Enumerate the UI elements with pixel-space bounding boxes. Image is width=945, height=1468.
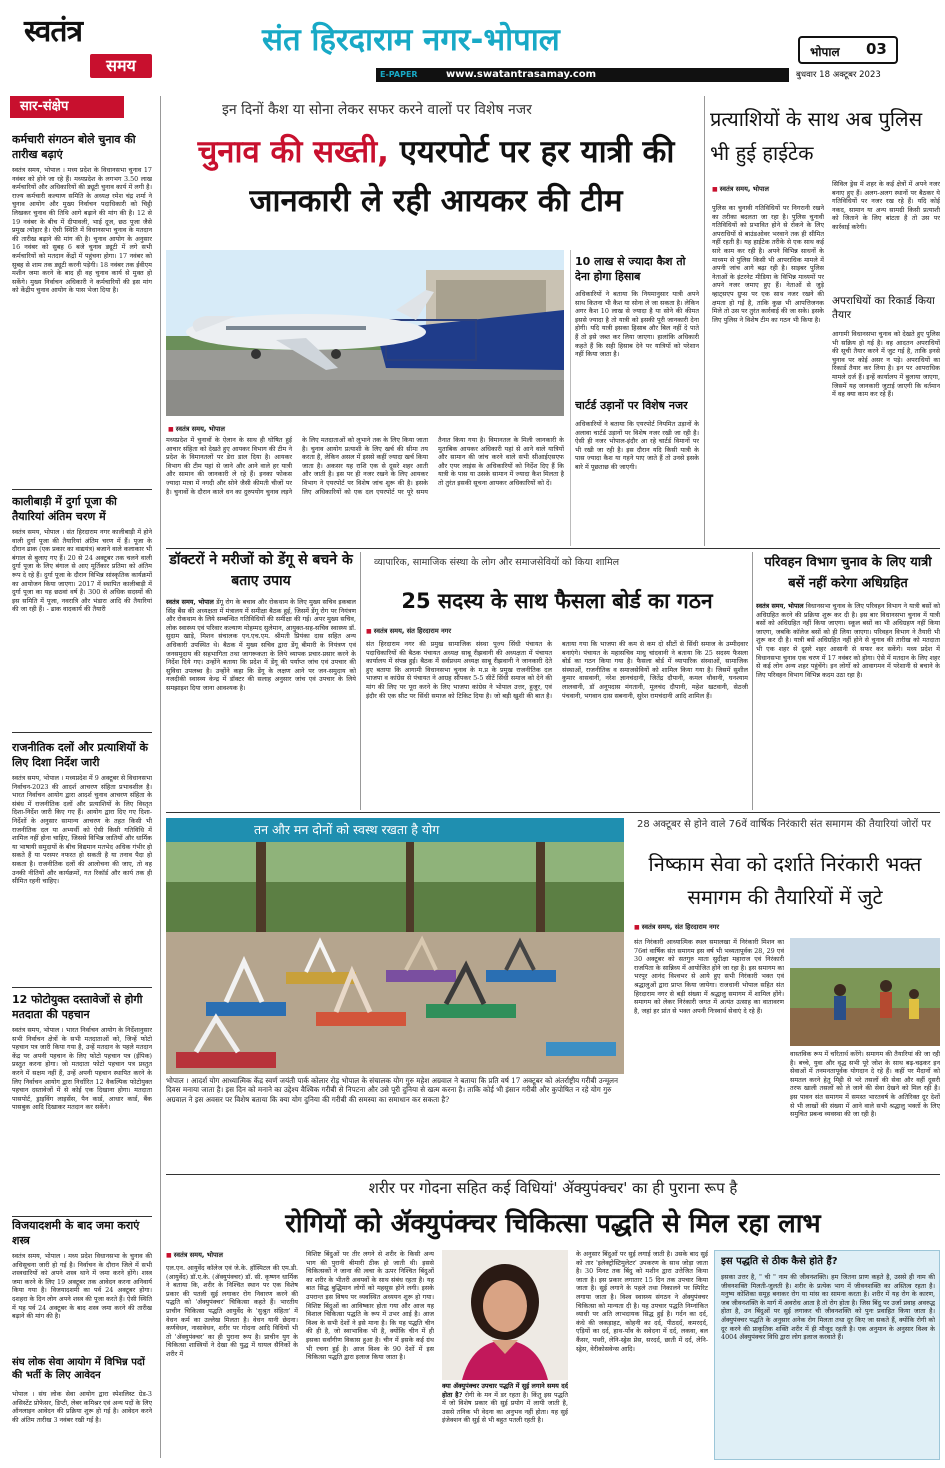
lead-body: मध्यप्रदेश में चुनावों के ऐलान के साथ ही घोषित हुई आचार संहिता को देखते हुए आयकर विभाग की टीम ने प्रदेश के विमानतलों पर डेरा डाल दिया है। आयकर विभाग की टीम यहां से जाने और आने वाले हर यात्री और सामान की जानकारी ले रहे हैं। इनका फोकस ज्यादा मात्रा में नगदी और सोने जैसी कीमती चीजों पर है। चुनावों के दौरान काले धन का दुरुपयोग चुनाव लड़ने के लिए मतदाताओं को लुभाने तक के लिए किया जाता है। चुनाव आयोग प्रत्याशी के लिए खर्च की सीमा तय करता है, लेकिन असल में इससे कहीं ज्यादा खर्च किया जाता है। अकसर यह राशि एक से दूसरे शहर आती और जाती है। इस पर ही नजर रखने के लिए आयकर विभाग ने एयरपोर्ट पर विशेष जांच शुरू की है। इसके लिए अधिकारियों को एक दल एयरपोर्ट पर पूरे समय तैनात किया गया है। विमानतल के मिली जानकारी के मुताबिक आयकर अधिकारी यहां से आने वाले यात्रियों और सामान की जांच करने वाले सभी सीआईएसएफ और एयर लाइंस के अधिकारियों को निर्देश दिए हैं कि यात्री के पास या उसके सामान में ज्यादा कैश मिलता है तो तुरंत इसकी सूचना आयकर अधिकारियों को दें। xyxy=(166,436,564,496)
dengue-byline: स्वतंत्र समय, भोपाल xyxy=(166,598,214,606)
cash-box-body: अधिकारियों ने बताया कि नियमानुसार यात्री अपने साथ कितना भी कैश या सोना ले जा सकता है। लेकिन अगर कैश 10 लाख से ज्यादा है या सोने की कीमत इससे ज्यादा है तो यात्री को इसकी पूरी जानकारी देना होगी। यदि यात्री इसका हिसाब और बिल नहीं दे पाते हैं तो इसे जब्त कर लिया जाएगा। हालांकि अधिकारी कहते हैं कि सही हिसाब देने पर यात्रियों को परेशान नहीं किया जाता है। xyxy=(575,290,699,359)
board-body: संत हिरदाराम नगर की प्रमुख सामाजिक संस्था पूज्य सिंधी पंचायत के पदाधिकारियों की बैठक पंचायत अध्यक्ष साबू रीझवानी की अध्यक्षता में पंचायत कार्यालय में संपन्न हुई। बैठक में सर्वप्रथम अध्यक्ष साबू रीझवानी ने जानकारी देते हुए बताया कि आगामी विधानसभा चुनाव के म.प्र के प्रमुख राजनीतिक दल भाजपा व कांग्रेस से पंचायत ने आग्रह सौंपकर 5-5 सीटें सिंधी समाज को देने की मांग की लिए पर पूरा करने के लिए भाजपा कांग्रेस ने भोपाल उत्तर, हुजूर, एवं इंदौर की एक सीट पर सिंधी समाज को टिकिट दिया है। जो बड़ी खुशी की बात है। बताया गया कि भाजपा की कम से कम दो सीटों से सिंधी समाज के उम्मीदवार बनाएंगे। पंचायत के महासचिव माधु चांदवानी ने बताया कि 25 सदस्य फैसला बोर्ड का गठन किया गया है। फैसला बोर्ड में व्यापारिक संस्थाओं, सामाजिक संस्थाओं, राजनीतिक व समाजसेवियों को शामिल किया गया है। जिसमें सुशील कुमार वासवानी, नरेश ज्ञानचंदानी, जितेंद्र दौपानी, कमल थौवानी, घनश्याम लालवानी, डॉ अनूपदास मंगतानी, मूलचंद दौपानी, महेश खटवानी, सेठजी पंचवानी, भगवान दास सबनानी, सुरेश रामचंदानी आदि शामिल हैं। xyxy=(366,640,748,700)
transport-body xyxy=(756,602,940,810)
doctor-caption-title: क्या ॲक्युपंक्चर उपचार पद्धति में सुई लगाने समय दर्द होता है? xyxy=(442,1382,568,1399)
sidebar-item-title[interactable]: राजनीतिक दलों और प्रत्याशियों के लिए दिशा निर्देश जारी xyxy=(12,741,148,769)
sidebar-item-title[interactable]: कालीबाड़ी में दुर्गा पूजा की तैयारियां अंतिम चरण में xyxy=(12,495,117,523)
board-kicker: व्यापारिक, सामाजिक संस्था के लोग और समाजसेवियों को किया शामिल xyxy=(374,557,620,568)
lead-byline: ■ स्वतंत्र समय, भोपाल xyxy=(168,424,308,433)
sidebar xyxy=(8,94,156,1459)
board-headline[interactable]: 25 सदस्य के साथ फैसला बोर्ड का गठन xyxy=(401,589,713,613)
logo[interactable] xyxy=(22,14,162,84)
divider xyxy=(12,489,152,490)
yoga-photo xyxy=(166,842,624,1074)
lead-headline-rest: एयरपोर्ट पर हर यात्री की जानकारी ले रही आयकर की टीम xyxy=(249,134,675,219)
column-divider xyxy=(360,552,361,810)
acupuncture-col2: विशिष्ट बिंदुओं पर तीर लगने से शरीर के किसी अन्य भाग की पुरानी बीमारी ठीक हो जाती थी। इससे चिकित्सकों ने जाना की त्वचा के ऊपर निश्चित बिंदुओं का शरीर के भीतरी अवयवों के साथ संबंध रहता है। यह बात सिद्ध बुद्धिमान लोगों को महसूस होने लगी। इसके उपरान्त इस विषय पर व्यवस्थित अध्ययन शुरू हो गया। विशिष्ट बिंदुओं का आविष्कार होता गया और आज यह विशाल चिकित्सा पद्धति के रूप में उभर आई है। आज विश्व के सभी देशों ने इसे माना है। कि यह पद्धति चीन की ही है, जो स्वाभाविक भी है, क्योंकि चीन में ही इसका सर्वांगीण विकास हुआ है। चीन में इसके कई ग्रंथ भी रचना हुई है। आज विश्व के 90 देशों में इस चिकित्सा पद्धति द्वारा इलाज किया जाता है। xyxy=(306,1250,434,1362)
divider xyxy=(12,1216,152,1217)
sidebar-item-body: स्वतंत्र समय, भोपाल । मध्य प्रदेश के विधानसभा चुनाव 17 नवंबर को होने जा रहे हैं। मध्यप्रदेश के लगभग 3.50 लाख कर्मचारियों और अधिकारियों की ड्यूटी चुनाव कार्य में लगी है। राज्य कर्मचारी कल्याण समिति के अध्यक्ष रमेश चंद्र शर्मा ने चुनाव आयोग और मुख्य निर्वाचन पदाधिकारी को चिट्ठी लिखकर चुनाव की तिथि आगे बढ़ाने की मांग की है। 12 से 19 नवंबर के बीच में दीपावली, भाई दूज, छठ पूजा जैसे प्रमुख त्योहार है। ऐसी स्थिति में विधानसभा चुनाव के मतदान की तारीख बढ़ाने की मांग की है। चुनाव आयोग के अनुसार 16 नवंबर को सुबह 6 बजे चुनाव ड्यूटी में लगे सभी कर्मचारियों को मतदान केंद्रों में पहुंचना होगा। 17 नवंबर को सुबह से शाम तक ड्यूटी करनी पड़ेगी। 18 नवंबर तक ईवीएम मशीन जमा करने के बाद ही वह चुनाव कार्य से मुक्त हो सकेंगे। मुख्य निर्वाचन अधिकारी ने कर्मचारियों की इस मांग को केंद्रीय चुनाव आयोग के पास भेजा दिया है। xyxy=(12,166,152,295)
sidebar-item-body: भोपाल । संघ लोक सेवा आयोग द्वारा स्पेशलिस्ट ग्रेड-3 असिस्टेंट प्रोफेसर, डिप्टी, लेबर कमिश्नर एवं अन्य पदों के लिए ऑनलाइन आवेदन की प्रक्रिया शुरू हो गई है। आवेदन करने की अंतिम तारीख 3 नवंबर रखी गई है। xyxy=(12,1390,152,1424)
section-divider xyxy=(166,812,940,813)
doctor-caption-body: रोगी के मन में डर रहता है। किंतु इस पद्धति में जो विशेष प्रकार की सुई प्रयोग में लायी जाती है, उससे तनिक भी वेदना का अनुभव नहीं होता। यह सुई इंजेक्शन की सुई से भी बहुत पतली रहती है। xyxy=(442,1390,568,1425)
divider xyxy=(12,732,152,733)
acupuncture-col4: के अनुसार बिंदुओं पर सुई लगाई जाती है। उसके बाद सुई को तार 'इलेक्ट्रोस्टिमुलेटर' उपकरण के साथ जोड़ा जाता है। 30 मिनट तक बिंदु को मशीन द्वारा उत्तेजित किया जाता है। इस प्रकार लगातार 15 दिन तक उपचार किया जाता है। सुई लगाने के पहले तथा निकालने पर स्पिरिट लगाया जाता है। विश्व स्वास्थ्य संगठन ने ॲक्युपंक्चर चिकित्सा को मान्यता दी है। यह उपचार पद्धति निम्नांकित व्याधी पर अति लाभदायक सिद्ध हुई है। गर्दन का दर्द, कंधे की जकड़ाहट, कोहनी का दर्द, पीठदर्द, कमरदर्द, एड़ियों का दर्द, हाथ-पाँव के सवेदना में दर्द, लकवा, बल कैंसर, पथरी, लेनि-स्ड्रेस प्रेस, सरदर्द, छाती में दर्द, लेनि-स्ड्रेस, वेरीकोसवेन्स आदि। xyxy=(576,1250,708,1353)
nirankari-body2: वास्तविक रूप में चरितार्थ करेंगे। समागम की तैयारियां की जा रही है। बच्चे, युवा और वृद्ध सभी पूरे जोश के साथ बढ़-चढ़कर इन सेवाओं में तनमनतापूर्वक योगदान दे रहे हैं। कहीं पर मैदानों को समतल करने हेतु मिट्टी से भरे तसलों की सेवा और वहीं दूसरी तरफ खाली तसलों को ले जाने की सेवा देखने को मिल रही है। इस पावन संत समागम में समस्त भारतवर्ष के अतिरिक्त दूर देशों से भी लाखों की संख्या में आने वाले सभी श्रद्धालु भक्तों के लिए समुचित प्रबन्ध व्यवस्था की जा रही है। xyxy=(790,1050,940,1119)
charter-box-title: चार्टर्ड उड़ानों पर विशेष नजर xyxy=(575,399,688,412)
divider xyxy=(12,987,152,988)
sidebar-item-body: स्वतंत्र समय, भोपाल । मध्य प्रदेश विधानसभा के चुनाव की अधिसूचना जारी हो गई है। निर्वाचन के दौरान जिले में सभी शस्त्रधारियों को अपने शस्त्र थाने में जमा करने होंगे। शस्त्र जमा करने के लिए 19 अक्टूबर तक आवेदन करना अनिवार्य किया गया है। विजयादशमी का पर्व 24 अक्टूबर होगा। दशहरा के दिन लोग अपने शस्त्र की पूजा करते हैं। ऐसी स्थिति में यह पर्व 24 अक्टूबर के बाद शस्त्र जमा करने की तारीख बढ़ाने की मांग की है। xyxy=(12,1252,152,1321)
edition-title: संत हिरदाराम नगर-भोपाल xyxy=(262,22,560,58)
website-link[interactable]: www.swatantrasamay.com xyxy=(446,69,597,80)
acupuncture-col1: एल.एन. आयुर्वेद कॉलेज एवं जे.के. हॉस्पिटल की एम.डी. (आयुर्वेद) डॉ.ए.के. (ॲक्युपंक्चर) डॉ. सी. कृष्णन धार्मिक ने बताया कि, शरीर के निश्चित स्थान पर एक विशेष प्रकार की पतली सुई लगाकर रोग निवारण करने की पद्धति को 'ॲक्युपंक्चर' चिकित्सा कहते हैं। भारतीय प्राचीन चिकित्सा पद्धति आयुर्वेद के 'सुश्रुत संहिता' में वेधन कर्म का उल्लेख मिलता है। वेधन यानी छेदना। कर्णवेधन, नासावेधन, शरीर पर गोदना आदि विधियों भी तो 'ॲक्युपंक्चर' का ही पुराना रूप है। प्राचीन युग के चिकित्सा शास्त्रियों ने देखा की युद्ध में घायल सैनिकों के शरीर में xyxy=(166,1264,298,1358)
nirankari-body: संत निरंकारी आध्यात्मिक स्थल समालखा में निरंकारी मिशन का 76वां वार्षिक संत समागम इस वर्ष भी भव्यतापूर्वक 28, 29 एवं 30 अक्टूबर को सतगुरु माता सुदीक्षा महाराज एवं निरंकारी राजपिता के सान्निध्य में आयोजित होने जा रहा है। इस समागम का भरपूर आनंद विश्वभर से आये हुए सभी निरंकारी भक्त एवं श्रद्धालुओं द्वारा प्राप्त किया जायेगा। राजधानी भोपाल सहित संत हिरदाराम नगर से बड़ी संख्या में श्रद्धालु समागम में शामिल होंगे। समागम को लेकर निरंकारी जगत में अत्यंत उत्साह का वातावरण है, जहां हर प्रांत से भक्त अपनी निःस्वार्थ सेवाएं दे रहे हैं। xyxy=(634,938,784,1015)
epaper-label: E-PAPER xyxy=(380,70,418,79)
doctor-photo xyxy=(442,1250,568,1380)
sidebar-item-title[interactable]: कर्मचारी संगठन बोले चुनाव की तारीख बढ़ाएं xyxy=(12,133,136,161)
section-divider xyxy=(166,548,940,549)
right-top-body2: सिविल ड्रेस में शहर के कई क्षेत्रों में अपने नजर बनाए हुए हैं। अलग-अलग स्थानों पर बैठकर ये गतिविधियों पर नजर रख रहे हैं। यदि कोई नकद, सामान या अन्य सामग्री किसी प्रत्याशी को जिताने के लिए बांटता है तो उस पर कार्रवाई करेगी। xyxy=(832,180,940,231)
nirankari-byline: ■ स्वतंत्र समय, संत हिरदाराम नगर xyxy=(634,922,854,931)
acupuncture-byline: ■ स्वतंत्र समय, भोपाल xyxy=(166,1250,286,1259)
acupuncture-box-title: इस पद्धति से ठीक कैसे होते हैं? xyxy=(721,1256,838,1267)
sidebar-item-body: स्वतंत्र समय, भोपाल । संत हिरदाराम नगर कालीबाड़ी में होने वाली दुर्गा पूजा की तैयारियां अंतिम चरण में हैं। पूजा के दौरान ढाक (एक प्रकार का वाद्ययंत्र) बजाने वाले कलाकार भी बंगाल से बुलाए गए हैं। 20 से 24 अक्टूबर तक चलने वाली दुर्गा पूजा के लिए बंगाल से आए मूर्तिकार प्रतिमा को अंतिम रूप दे रहे हैं। दुर्गा पूजा के दौरान विभिन्न सांस्कृतिक कार्यक्रमों का आयोजन किया जाएगा। 2017 में स्थापित कालीबाड़ी में दुर्गा पूजा का यह छठवां वर्ष है। 300 से अधिक सदस्यों की इस समिति में पूजा, नवरात्रि और भंडारा आदि की तैयारियां की जा रही हैं। - ढाक वादकार्य की तैयारी xyxy=(12,528,152,614)
page-box xyxy=(798,36,898,64)
airport-photo xyxy=(166,250,564,416)
sidebar-header xyxy=(10,96,124,118)
acupuncture-kicker: शरीर पर गोदना सहित कई विधियां' ॲक्युपंक्चर' का ही पुराना रूप है xyxy=(368,1179,738,1197)
yoga-banner xyxy=(166,818,624,842)
transport-body-text: विधानसभा चुनाव के लिए परिवहन विभाग ने यात्री बसों को अधिग्रहित करने की प्रक्रिया शुरू कर दी है। इस बार विधानसभा चुनाव में यात्री बसों को अधिग्रहित नहीं किया जाएगा। स्कूल बसों का भी अधिग्रहण नहीं किया जाएगा, जबकि कॉलेज बसों को ही लिया जाएगा। परिवहन विभाग ने तैयारी भी शुरू कर दी है। यात्री बसें अधिग्रहित नहीं होने से चुनाव की तारीख को मतदाता भी एक शहर से दूसरे शहर आसानी से सफर कर सकेंगे। मध्य प्रदेश में विधानसभा चुनाव एक चरण में 17 नवंबर को होगा। ऐसे में मतदान के लिए शहर से कई लोग अन्य शहर पहुंचेंगे। इन लोगों को आवागमन में परेशानी से बचाने के लिए परिवहन विभाग विभिन्न कदम उठा रहा है। xyxy=(756,602,940,679)
lead-side-box xyxy=(570,250,698,546)
nirankari-headline[interactable]: निष्काम सेवा को दर्शाते निरंकारी भक्त समागम की तैयारियों में जुटे xyxy=(648,852,922,909)
transport-headline[interactable]: परिवहन विभाग चुनाव के लिए यात्री बसें नहीं करेगा अधिग्रहित xyxy=(764,555,932,591)
column-divider xyxy=(752,552,753,810)
acupuncture-headline[interactable]: रोगियों को ॲक्युपंक्चर चिकित्सा पद्धति से मिल रहा लाभ xyxy=(285,1209,821,1239)
nirankari-photo xyxy=(790,938,940,1046)
section-divider xyxy=(166,1174,940,1175)
right-top-headline[interactable]: प्रत्याशियों के साथ अब पुलिस भी हुई हाईटेक xyxy=(710,107,923,165)
right-top-subhead: अपराधियों का रिकार्ड किया तैयार xyxy=(832,295,935,321)
acupuncture-box xyxy=(714,1250,940,1460)
sidebar-item-title[interactable]: 12 फोटोयुक्त दस्तावेजों से होगी मतदाता की पहचान xyxy=(12,993,143,1021)
right-top-body3: आगामी विधानसभा चुनाव को देखते हुए पुलिस भी सक्रिय हो गई है। वह आदतन अपराधियों की सूची तैयार करने में जुट गई है, ताकि इनसे चुनाव पर कोई असर न पड़े। अपराधियों का रिकार्ड तैयार कर लिया है। इन पर आपराधिक मामले दर्ज हैं। इन्हें कार्यालय में बुलाया जाएगा, जिसमें यह जानकारी जुटाई जाएगी कि वर्तमान में वह क्या काम कर रहे हैं। xyxy=(832,330,940,399)
right-top-body: पुलिस का चुनावी गतिविधियों पर निगरानी रखने का तरीका बदलता जा रहा है। पुलिस चुनावी गतिविधियों को प्रभावित होने से रोकने के लिए अपराधियों से बाउंडओवर भरवाने तक ही सीमित नहीं रहती है। यह हाईटेक तरीके से एक साथ कई सारे काम कर रही है। अपने विभिन्न साधनों के माध्यम से पुलिस किसी भी आपराधिक मामले में अपनी जांच आगे बढ़ा रही है। साइबर पुलिस नेताओं के इंटरनेट मीडिया के विभिन्न माध्यमों पर अपने नजर जमाए हुए हैं। नेताओं से जुड़े व्हाट्सएप ग्रुप्स पर एक साथ नजर रखने की क्षमता हो गई है, ताकि कुछ भी आपत्तिजनक मिले तो उस पर तुरंत कार्रवाई की जा सके। इसके लिए पुलिस ने विशेष टीम का गठन भी किया है। xyxy=(712,204,824,324)
right-top-byline: ■ स्वतंत्र समय, भोपाल xyxy=(712,184,822,193)
logo-bottom-badge xyxy=(90,54,152,78)
acupuncture-box-body: इसका उत्तर है, " ची " नाम की जीवनशक्ति। हम जितना प्राण कहते है, उससे ही नाम की जीवनशक्ति मिलती-जुलती है। शरीर के प्रत्येक भाग में जीवनशक्ति का अस्तित्व रहता है। मनुष्य कोशिका समूह बनाकर रोग या मांस का सामना करता है। शरीर में यह रोग के कारण, जब जीवनशक्ति के मार्ग में अवरोध आता है तो रोग होता है। जिस बिंदु पर उर्जा प्रवाह अवरुद्ध होता है, उन बिंदुओं पर सुई लगाकर ची जीवनशक्ति को पुनः प्रवाहित किया जाता है। ॲक्युपंक्चर पद्धति के अनुसार अनेक रोग मिलता तथा दूर किए जा सकते हैं, क्योंकि रोगी को दूर करने की प्राकृतिक शक्ति शरीर में ही मौजूद रहती है। एक अनुमान के अनुसार विश्व के 4004 ॲक्युपंक्चर विधि द्वारा लोग इलाज करवाते हैं। xyxy=(721,1273,935,1342)
sidebar-item-title[interactable]: संघ लोक सेवा आयोग में विभिन्न पदों की भर्ती के लिए आवेदन xyxy=(12,1356,152,1382)
board-byline: ■ स्वतंत्र समय, संत हिरदाराम नगर xyxy=(366,626,546,635)
nirankari-kicker: 28 अक्टूबर से होने वाले 76वें वार्षिक निरंकारी संत समागम की तैयारियां जोरों पर xyxy=(636,819,932,830)
dengue-body-text: डेंगू रोग के बचाव और रोकथाम के लिए मुख्य सचिव इकबाल सिंह बैंस की अध्यक्षता में मंत्रालय में समीक्षा बैठक हुई, जिसमें डेंगू रोग पर नियंत्रण और रोकथाम के लिये सम्बन्धित गतिविधियों की समीक्षा की गई। अपर मुख्य सचिव, लोक स्वास्थ्य एवं परिवार कल्याण मोहम्मद सुलेमान, आयुक्त-सह-सचिव स्वास्थ्य डॉ. सुदाम खाड़े, मिशन संचालक एन.एच.एम. श्रीमती प्रियंका दास सहित अन्य अधिकारी उपस्थित थे। बैठक में मुख्य सचिव द्वारा डेंगू बीमारी के नियंत्रण एवं जनसमुदाय की सहभागिता तथा जागरूकता के लिये व्यापक प्रचार-प्रसार करने के निर्देश दिये गए। उन्होंने बताया कि प्रदेश में डेंगू की पर्याप्त जांच एवं उपचार की सुविधा उपलब्ध है। उन्होंने कहा कि डेंगू के लक्षण आने पर जन-समुदाय को नजदीकी स्वास्थ्य केन्द्र में डॉक्टर की सलाह अनुसार जांच एवं उपचार के लिये समझाइश दिया जाना आवश्यक है। xyxy=(166,598,356,692)
yoga-banner-text: तन और मन दोनों को स्वस्थ रखता है योग xyxy=(254,822,440,837)
page-number: 03 xyxy=(866,40,887,58)
column-divider xyxy=(160,96,161,1458)
masthead xyxy=(0,0,945,90)
column-divider xyxy=(704,96,705,546)
sidebar-item-title[interactable]: विजयादशमी के बाद जमा कराएं शस्त्र xyxy=(12,1219,140,1247)
sidebar-item-body: स्वतंत्र समय, भोपाल । भारत निर्वाचन आयोग के निर्देशानुसार सभी निर्वाचन क्षेत्रों के सभी मतदाताओं को, जिन्हें फोटो पहचान पत्र जारी किया गया है, उन्हें मतदान के पहले मतदान केंद्र पर अपनी पहचान के लिए फोटो पहचान पत्र (ईपिक) प्रस्तुत करना होगा। जो मतदाता फोटो पहचान पत्र प्रस्तुत करने में सक्षम नहीं हैं, उन्हें अपनी पहचान स्थापित करने के लिए निर्वाचन आयोग द्वारा निर्धारित 12 वैकल्पिक फोटोयुक्त पहचान दस्तावेजों में से कोई एक दिखाना होगा। मतदाता पासपोर्ट, ड्राइविंग लाइसेंस, पैन कार्ड, आधार कार्ड, बैंक पासबुक आदि दिखाकर मतदान कर सकेंगे। xyxy=(12,1026,152,1112)
charter-box-body: अधिकारियों ने बताया कि एयरपोर्ट नियमित उड़ानों के अलावा चार्टर्ड उड़ानों पर विशेष नजर रखी जा रही है। ऐसी ही नजर भोपाल-इंदौर आ रहे चार्टर्ड विमानों पर भी रखी जा रही है। इस दौरान यदि किसी यात्री के पास ज्यादा कैश या गहने पाए जाते हैं तो उनसे इसके बारे में पूछताछ की जाएगी। xyxy=(575,420,699,471)
yoga-caption: भोपाल । आदर्श योग आध्यात्मिक केंद्र स्वर्ण जयंती पार्क कोलार रोड़ भोपाल के संचालक योग गुरु महेश अग्रवाल ने बताया कि प्रति वर्ष 17 अक्टूबर को अंतर्राष्ट्रीय गरीबी उन्मूलन दिवस मनाया जाता है। इस दिन को मनाने का उद्देश्य वैश्विक गरीबी से निपटना और उसे पूरी दुनिया से खत्म करना है। ताकि कोई भी इंसान गरीबी और कुपोषित न रहे योग गुरु अग्रवाल ने इस अवसर पर विशेष बताया कि क्या योग दुनिया की गरीबी की समस्या का समाधान कर सकता है? xyxy=(166,1076,618,1104)
doctor-photo-caption xyxy=(442,1382,568,1460)
cash-box-title: 10 लाख से ज्यादा कैश तो देना होगा हिसाब xyxy=(575,255,686,283)
lead-headline[interactable] xyxy=(166,128,706,234)
issue-date: बुधवार 18 अक्टूबर 2023 xyxy=(796,70,881,80)
dengue-headline[interactable]: डॉक्टरों ने मरीजों को डेंगू से बचने के बताए उपाय xyxy=(169,552,353,589)
logo-bottom-text: समय xyxy=(106,56,136,75)
lead-headline-red: चुनाव की सख्ती, xyxy=(197,134,389,170)
sidebar-header-label: सार-संक्षेप xyxy=(20,99,69,114)
dengue-body xyxy=(166,598,356,810)
city-label: भोपाल xyxy=(810,45,840,59)
lead-kicker: इन दिनों कैश या सोना लेकर सफर करने वालों पर विशेष नजर xyxy=(222,102,532,118)
logo-top-text: स्वतंत्र xyxy=(24,14,83,49)
transport-byline: स्वतंत्र समय, भोपाल xyxy=(756,602,804,610)
sidebar-item-body: स्वतंत्र समय, भोपाल । मध्यप्रदेश में 9 अक्टूबर से विधानसभा निर्वाचन-2023 की आदर्श आचरण संहिता प्रभावशील है। भारत निर्वाचन आयोग द्वारा आदर्श चुनाव आचरण संहिता के संबंध में राजनीतिक दलों और प्रत्याशियों के लिए विस्तृत दिशा-निर्देश जारी किए गए हैं। आयोग द्वारा दिए गए दिशा-निर्देशों के अनुसार सामान्य आचरण के तहत किसी भी राजनीतिक दल या अभ्यर्थी को ऐसी किसी गतिविधि में शामिल नहीं होना चाहिए, जिससे विभिन्न जातियों और धार्मिक या भाषायी समुदायों के बीच विद्यमान मतभेद अधिक गंभीर हो सकते हैं या परस्पर नफरत हो सकती है या तनाव पैदा हो सकता है। राजनीतिक दलों की आलोचना की जाए, तो वह उनकी नीतियों और कार्यक्रमों, गत रिकॉर्ड और कार्य तक ही सीमित रहनी चाहिए। xyxy=(12,774,152,886)
